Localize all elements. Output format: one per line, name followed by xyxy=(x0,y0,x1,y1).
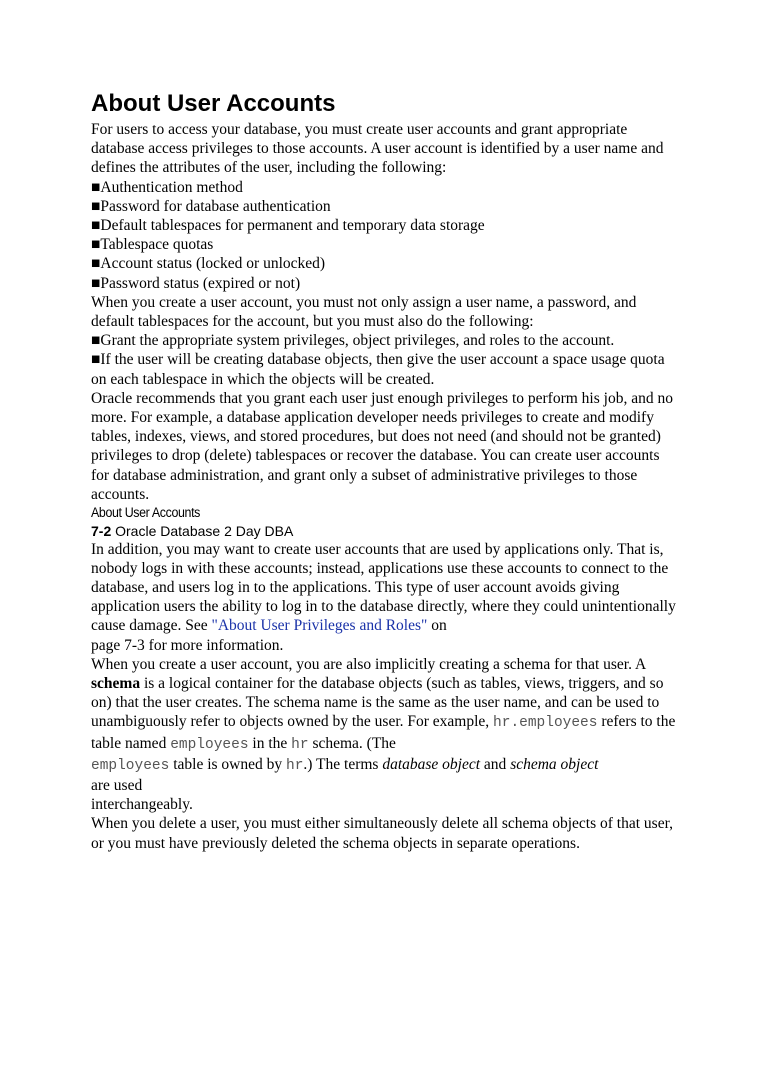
page-content xyxy=(91,88,681,853)
schema-paragraph-continued xyxy=(91,755,681,776)
code-hr: hr xyxy=(286,757,304,774)
schema-line: interchangeably. xyxy=(91,796,193,814)
schema-paragraph xyxy=(91,655,681,755)
list-item: ■ Tablespace quotas xyxy=(91,235,681,254)
list-item: ■ Authentication method xyxy=(91,178,681,197)
list-item: ■ Account status (locked or unlocked) xyxy=(91,254,681,273)
schema-term: schema xyxy=(91,674,141,692)
paragraph-text: schema. (The xyxy=(308,734,396,752)
term-database-object: database object xyxy=(382,755,481,773)
code-employees: employees xyxy=(91,757,170,774)
paragraph-text: When you create a user account, you are also implicitly creating a schema for that user. A xyxy=(91,655,646,673)
page-number: 7-2 xyxy=(91,522,112,539)
book-title: Oracle Database 2 Day DBA xyxy=(115,522,294,539)
list-item: ■ If the user will be creating database objects, then give the user account a space usage quota on each tablespace in which the objects will be created. xyxy=(91,350,681,388)
list-item: ■ Password status (expired or not) xyxy=(91,274,681,293)
list-item: ■ Grant the appropriate system privileges, object privileges, and roles to the account. xyxy=(91,331,681,350)
paragraph-text: and xyxy=(480,755,511,773)
attribute-list xyxy=(91,178,681,293)
schema-line: are used xyxy=(91,777,143,794)
page-reference: page 7-3 for more information. xyxy=(91,636,284,654)
list-item: ■ Default tablespaces for permanent and temporary data storage xyxy=(91,216,681,235)
list-item: ■ Password for database authentication xyxy=(91,197,681,216)
intro-paragraph: For users to access your database, you must create user accounts and grant appropriate database access privileges to those accounts. A user account is identified by a user name and defines the attributes of the user, including the following: xyxy=(91,121,664,177)
page-footer xyxy=(91,522,681,540)
delete-user-paragraph: When you delete a user, you must either simultaneously delete all schema objects of that user, or you must have previously deleted the schema objects in separate operations. xyxy=(91,815,673,852)
code-employees: employees xyxy=(170,736,249,753)
paragraph-text: in the xyxy=(248,734,292,752)
paragraph-text: is a logical container for the database objects (such as tables, views, triggers, and so on) that the user creates. The schema name is the same as the user name, and can be used to unambiguously refer to objects owned by the user. For example, xyxy=(91,674,664,731)
code-hr-employees: hr.employees xyxy=(493,715,598,732)
application-accounts-paragraph xyxy=(91,540,681,636)
paragraph-text: on xyxy=(427,617,447,635)
paragraph-text: In addition, you may want to create user accounts that are used by applications only. That is, nobody logs in with these accounts; instead, applications use these accounts to connect to the database, and users log in to the applications. This type of user account avoids giving application users the ability to log in to the database directly, where they could unintentionally cause damage. See xyxy=(91,540,676,635)
recommendation-paragraph: Oracle recommends that you grant each user just enough privileges to perform his job, and no more. For example, a database application developer needs privileges to create and modify tables, indexes, views, and stored procedures, but does not need (and should not be granted) privileges to drop (delete) tablespaces or recover the database. You can create user accounts for database administration, and grant only a subset of administrative privileges to those accounts. xyxy=(91,389,673,503)
code-hr: hr xyxy=(291,736,309,753)
page-title: About User Accounts xyxy=(91,90,336,117)
create-account-paragraph: When you create a user account, you must not only assign a user name, a password, and default tablespaces for the account, but you must also do the following: xyxy=(91,293,637,331)
paragraph-text: table is owned by xyxy=(169,755,286,773)
task-list xyxy=(91,331,681,389)
paragraph-text: .) The terms xyxy=(303,755,383,773)
running-head: About User Accounts xyxy=(91,505,200,521)
paragraph-text: refers to the table named xyxy=(91,713,676,752)
term-schema-object: schema object xyxy=(510,755,599,773)
privileges-roles-link[interactable]: "About User Privileges and Roles" xyxy=(211,617,428,635)
